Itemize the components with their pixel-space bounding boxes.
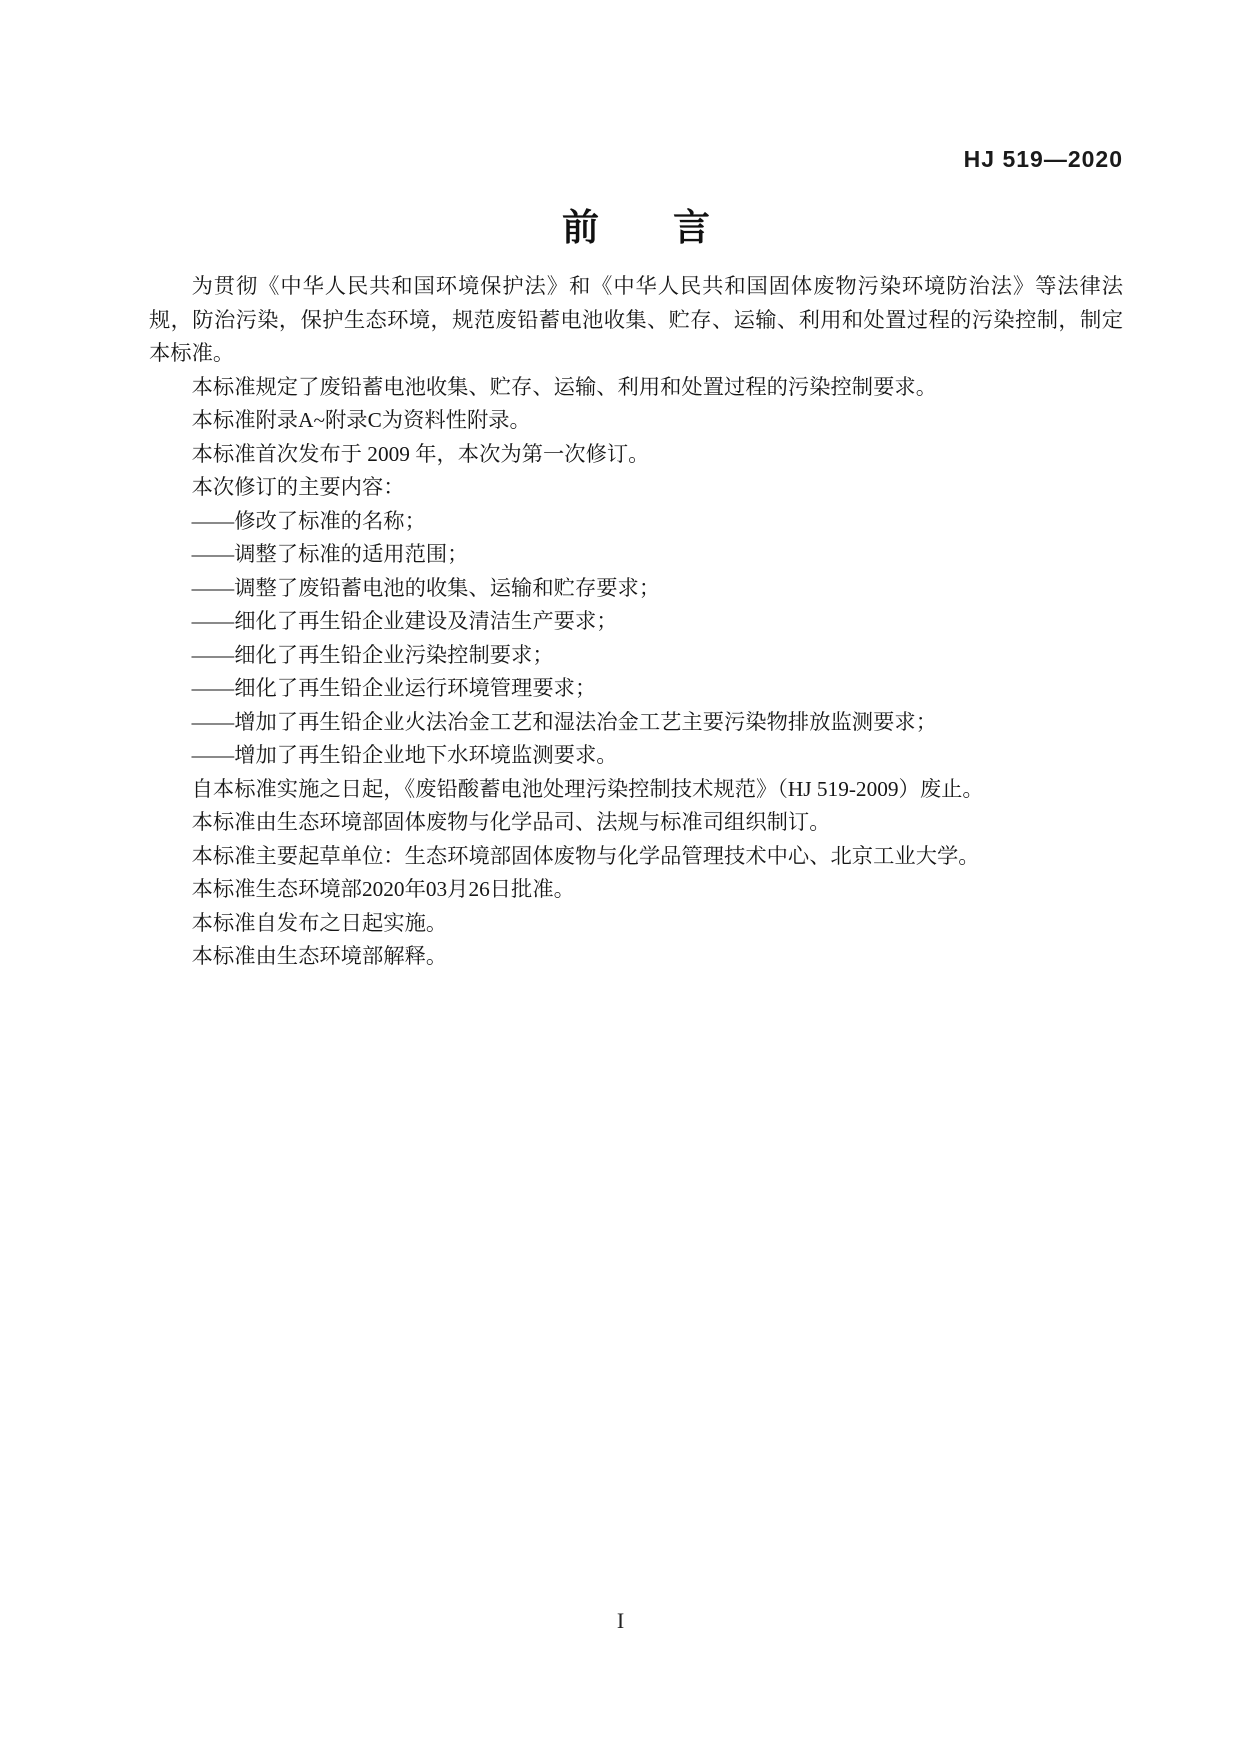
paragraph-effective-date: 本标准自发布之日起实施。	[191, 910, 448, 935]
paragraph-scope: 本标准规定了废铅蓄电池收集、贮存、运输、利用和处置过程的污染控制要求。	[191, 374, 937, 399]
revision-item-pollution: ——细化了再生铅企业污染控制要求；	[191, 642, 554, 667]
paragraph-organizer: 本标准由生态环境部固体废物与化学品司、法规与标准司组织制订。	[191, 810, 831, 834]
paragraph-approval-date: 本标准生态环境部2020年03月26日批准。	[191, 877, 575, 901]
paragraph-revision-intro: 本次修订的主要内容：	[191, 475, 405, 499]
revision-item-management: ——细化了再生铅企业运行环境管理要求；	[191, 676, 597, 700]
paragraph-interpretation: 本标准由生态环境部解释。	[191, 944, 448, 968]
standard-code-header: HJ 519—2020	[963, 146, 1123, 172]
paragraph-first-issue: 本标准首次发布于 2009 年，本次为第一次修订。	[191, 441, 650, 466]
paragraph-supersedes: 自本标准实施之日起，《废铅酸蓄电池处理污染控制技术规范》（HJ 519-2009）废止。	[191, 776, 984, 801]
page-title: 前 言	[562, 207, 710, 248]
paragraph-drafting-units: 本标准主要起草单位：生态环境部固体废物与化学品管理技术中心、北京工业大学。	[191, 843, 980, 868]
paragraph-appendix-note: 本标准附录A~附录C为资料性附录。	[191, 408, 531, 432]
revision-item-monitoring: ——增加了再生铅企业火法冶金工艺和湿法冶金工艺主要污染物排放监测要求；	[191, 709, 937, 734]
revision-item-collection: ——调整了废铅蓄电池的收集、运输和贮存要求；	[191, 575, 661, 600]
page-number: I	[616, 1608, 625, 1633]
revision-item-scope-adjust: ——调整了标准的适用范围；	[191, 542, 469, 566]
revision-item-construction: ——细化了再生铅企业建设及清洁生产要求；	[191, 609, 618, 633]
revision-item-name-change: ——修改了标准的名称；	[191, 508, 426, 533]
revision-item-groundwater: ——增加了再生铅企业地下水环境监测要求。	[191, 743, 618, 767]
foreword-body	[149, 270, 1123, 974]
paragraph-purpose: 为贯彻《中华人民共和国环境保护法》和《中华人民共和国固体废物污染环境防治法》等法律法规，防治污染，保护生态环境，规范废铅蓄电池收集、贮存、运输、利用和处置过程的污染控制，制定本标准。	[149, 274, 1123, 365]
